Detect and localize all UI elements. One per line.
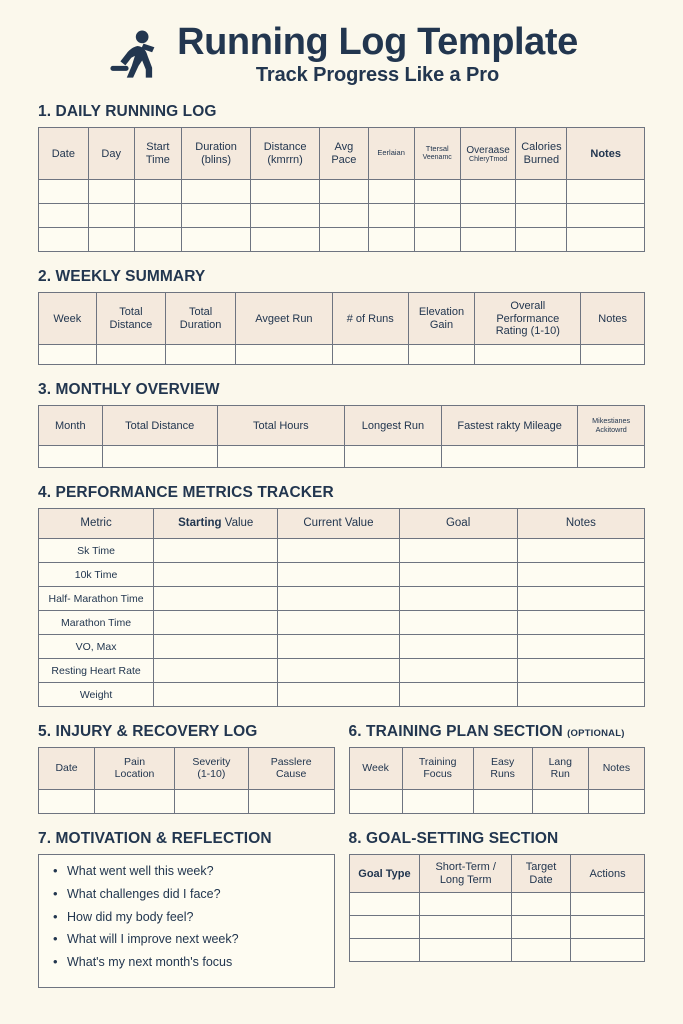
col-easy-runs: Easy Runs [473,748,532,790]
page-subtitle: Track Progress Like a Pro [255,64,500,87]
table-row[interactable] [349,893,645,916]
section-performance-metrics [38,484,645,707]
cell[interactable] [399,563,517,587]
cell[interactable] [332,345,408,365]
table-row[interactable] [39,790,335,814]
cell[interactable] [102,446,217,468]
cell[interactable] [278,611,399,635]
table-row[interactable] [349,790,645,814]
cell[interactable] [88,180,134,204]
cell[interactable] [39,204,89,228]
section-heading-monthly: 3. MONTHLY OVERVIEW [38,381,220,399]
table-row[interactable] [39,563,645,587]
cell[interactable] [278,683,399,707]
table-row[interactable] [39,635,645,659]
metric-label: Resting Heart Rate [39,659,154,683]
section-monthly-overview [38,381,645,468]
cell[interactable] [571,939,645,962]
col-pain-location: Pain Location [95,748,175,790]
table-header-row [39,509,645,539]
col-avg-pace: Avg Pace [320,128,368,180]
cell[interactable] [517,635,644,659]
cell[interactable] [349,893,420,916]
col-target-date: Target Date [512,855,571,893]
cell[interactable] [39,180,89,204]
metric-label: Sk Time [39,539,154,563]
table-row[interactable] [39,611,645,635]
cell[interactable] [182,180,251,204]
cell[interactable] [567,180,645,204]
list-item: • What challenges did I face? [53,887,324,903]
cell[interactable] [517,683,644,707]
section-injury-recovery-log [38,723,335,814]
col-week: Week [349,748,402,790]
col-mikestianes-ackitowrd: Mikestianes Ackitowrd [578,406,645,446]
reflection-prompt-box [38,854,335,988]
col-notes: Notes [567,128,645,180]
col-elevation-gain: Elevation Gain [408,293,475,345]
reflection-prompt-list [53,864,324,970]
table-row[interactable] [39,683,645,707]
cell[interactable] [567,228,645,252]
cell[interactable] [414,204,460,228]
cell[interactable] [39,228,89,252]
cell[interactable] [278,539,399,563]
col-starting-value: Starting Value [154,509,278,539]
section-heading-daily: 1. DAILY RUNNING LOG [38,103,217,121]
col-metric: Metric [39,509,154,539]
col-notes: Notes [588,748,644,790]
table-row[interactable] [39,587,645,611]
col-calories-burned: Calories Burned [516,128,567,180]
cell[interactable] [516,180,567,204]
section-heading-training: 6. TRAINING PLAN SECTION (OPTIONAL) [348,723,625,741]
cell[interactable] [154,683,278,707]
metric-label: Half- Marathon Time [39,587,154,611]
cell[interactable] [349,939,420,962]
page-title: Running Log Template [177,21,578,63]
col-goal-type: Goal Type [349,855,420,893]
goal-setting-body [349,893,645,962]
cell[interactable] [96,345,166,365]
cell[interactable] [517,563,644,587]
col-longest-run: Longest Run [345,406,442,446]
cell[interactable] [475,345,581,365]
section-heading-performance: 4. PERFORMANCE METRICS TRACKER [38,484,334,502]
cell[interactable] [408,345,475,365]
cell[interactable] [154,587,278,611]
cell[interactable] [441,446,577,468]
cell[interactable] [512,916,571,939]
cell[interactable] [182,204,251,228]
col-current-value: Current Value [278,509,399,539]
col-number-of-runs: # of Runs [332,293,408,345]
section-heading-weekly: 2. WEEKLY SUMMARY [38,268,206,286]
col-week: Week [39,293,97,345]
col-ttersal-veenamc: Ttersal Veenamc [414,128,460,180]
training-plan-body [349,790,645,814]
table-row[interactable] [349,939,645,962]
cell[interactable] [402,790,473,814]
section-weekly-summary [38,268,645,365]
cell[interactable] [251,204,320,228]
list-item: • What's my next month's focus [53,955,324,971]
cell[interactable] [278,587,399,611]
cell[interactable] [516,228,567,252]
cell[interactable] [39,345,97,365]
cell[interactable] [399,659,517,683]
cell[interactable] [460,204,516,228]
cell[interactable] [517,611,644,635]
cell[interactable] [154,611,278,635]
cell[interactable] [134,228,181,252]
cell[interactable] [320,204,368,228]
cell[interactable] [460,228,516,252]
cell[interactable] [278,659,399,683]
cell[interactable] [571,916,645,939]
col-training-focus: Training Focus [402,748,473,790]
page-header [38,0,645,87]
cell[interactable] [88,228,134,252]
cell[interactable] [399,635,517,659]
section-training-plan [349,723,646,814]
col-total-hours: Total Hours [217,406,344,446]
cell[interactable] [154,539,278,563]
cell[interactable] [174,790,248,814]
cell[interactable] [399,539,517,563]
cell[interactable] [154,563,278,587]
cell[interactable] [517,587,644,611]
cell[interactable] [516,204,567,228]
cell[interactable] [320,180,368,204]
col-date: Date [39,128,89,180]
cell[interactable] [248,790,334,814]
col-overaase: Overaase ChleryTmod [460,128,516,180]
col-total-distance: Total Distance [96,293,166,345]
performance-metrics-table [38,508,645,707]
table-row[interactable] [39,539,645,563]
col-eerlaian: Eerlaian [368,128,414,180]
training-plan-table [349,747,646,814]
cell[interactable] [278,635,399,659]
table-row[interactable] [39,180,645,204]
metric-label: VO, Max [39,635,154,659]
metric-label: 10k Time [39,563,154,587]
performance-metrics-body [39,539,645,707]
cell[interactable] [154,659,278,683]
section-motivation-reflection [38,830,335,988]
monthly-overview-body [39,446,645,468]
cell[interactable] [414,180,460,204]
cell[interactable] [399,611,517,635]
cell[interactable] [345,446,442,468]
cell[interactable] [473,790,532,814]
table-row[interactable] [39,446,645,468]
col-severity: Severity (1-10) [174,748,248,790]
cell[interactable] [420,939,512,962]
cell[interactable] [420,916,512,939]
cell[interactable] [512,939,571,962]
metric-label: Marathon Time [39,611,154,635]
col-duration: Duration (blins) [182,128,251,180]
col-total-duration: Total Duration [166,293,236,345]
cell[interactable] [349,790,402,814]
table-row[interactable] [39,345,645,365]
daily-log-body [39,180,645,252]
cell[interactable] [320,228,368,252]
table-header-row [39,293,645,345]
cell[interactable] [368,228,414,252]
col-month: Month [39,406,103,446]
cell[interactable] [251,180,320,204]
cell[interactable] [349,916,420,939]
section-goal-setting [349,830,646,988]
cell[interactable] [251,228,320,252]
table-header-row [349,855,645,893]
section-heading-goal: 8. GOAL-SETTING SECTION [348,830,559,848]
cell[interactable] [278,563,399,587]
table-row[interactable] [39,228,645,252]
cell[interactable] [39,790,95,814]
sections-7-and-8-row [38,830,645,988]
cell[interactable] [134,204,181,228]
weekly-summary-body [39,345,645,365]
list-item: • What will I improve next week? [53,932,324,948]
cell[interactable] [39,446,103,468]
cell[interactable] [217,446,344,468]
cell[interactable] [517,539,644,563]
cell[interactable] [414,228,460,252]
cell[interactable] [182,228,251,252]
metric-label: Weight [39,683,154,707]
col-goal: Goal [399,509,517,539]
weekly-summary-table [38,292,645,365]
section-heading-motivation: 7. MOTIVATION & REFLECTION [38,830,272,848]
monthly-overview-table [38,405,645,468]
cell[interactable] [420,893,512,916]
col-total-distance: Total Distance [102,406,217,446]
cell[interactable] [88,204,134,228]
cell[interactable] [368,204,414,228]
col-short-long-term: Short-Term / Long Term [420,855,512,893]
col-lang-run: Lang Run [532,748,588,790]
cell[interactable] [368,180,414,204]
table-header-row [39,128,645,180]
title-block [177,22,578,87]
col-day: Day [88,128,134,180]
injury-log-body [39,790,335,814]
list-item: • How did my body feel? [53,910,324,926]
col-distance: Distance (kmrrn) [251,128,320,180]
table-row[interactable] [39,204,645,228]
daily-running-log-table [38,127,645,252]
cell[interactable] [166,345,236,365]
col-date: Date [39,748,95,790]
injury-recovery-table [38,747,335,814]
goal-setting-table [349,854,646,962]
section-daily-running-log [38,103,645,252]
cell[interactable] [134,180,181,204]
table-header-row [349,748,645,790]
cell[interactable] [95,790,175,814]
col-notes: Notes [517,509,644,539]
col-notes: Notes [581,293,645,345]
cell[interactable] [578,446,645,468]
cell[interactable] [235,345,332,365]
col-start-time: Start Time [134,128,181,180]
table-row[interactable] [39,659,645,683]
cell[interactable] [512,893,571,916]
col-avgeet-run: Avgeet Run [235,293,332,345]
cell[interactable] [571,893,645,916]
cell[interactable] [581,345,645,365]
list-item: • What went well this week? [53,864,324,880]
col-actions: Actions [571,855,645,893]
cell[interactable] [567,204,645,228]
col-overall-performance-rating: Overall Performance Rating (1-10) [475,293,581,345]
cell[interactable] [154,635,278,659]
cell[interactable] [399,587,517,611]
cell[interactable] [517,659,644,683]
running-person-icon [105,26,163,84]
cell[interactable] [532,790,588,814]
cell[interactable] [588,790,644,814]
section-heading-injury: 5. INJURY & RECOVERY LOG [38,723,258,741]
table-header-row [39,406,645,446]
col-fastest-rakty-mileage: Fastest rakty Mileage [441,406,577,446]
table-header-row [39,748,335,790]
table-row[interactable] [349,916,645,939]
cell[interactable] [460,180,516,204]
cell[interactable] [399,683,517,707]
sections-5-and-6-row [38,723,645,814]
col-passlere-cause: Passlere Cause [248,748,334,790]
optional-tag: (OPTIONAL) [567,728,625,740]
